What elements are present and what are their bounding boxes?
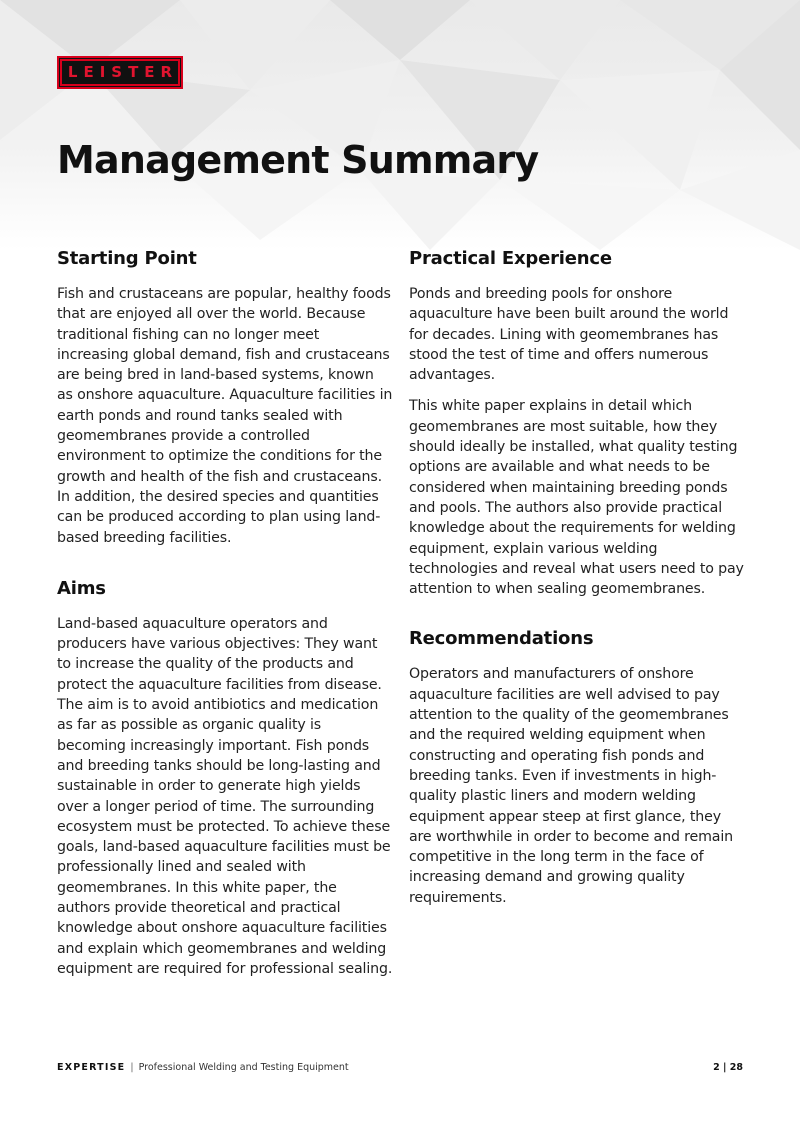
left-column (57, 245, 393, 979)
section-heading-recommendations: Recommendations (409, 628, 594, 650)
page-footer (57, 1062, 743, 1078)
aims-paragraph: Land-based aquaculture operators and producers have various objectives: They want to increase the quality of the products and protect the aquaculture facilities from disease. The aim is to avoid antibiotics and medication as far as possible as organic quality is becoming increasingly important. Fish ponds and breeding tanks should be long-lasting and sustainable in order to generate high yields over a longer period of time. The surrounding ecosystem must be protected. To achieve these goals, land-based aquaculture facilities must be professionally lined and sealed with geomembranes. In this white paper, the authors provide theoretical and practical knowledge about onshore aquaculture facilities and explain which geomembranes and welding equipment are required for professional sealing. (57, 615, 393, 977)
practical-experience-paragraph-1: Ponds and breeding pools for onshore aquaculture have been built around the world for decades. Lining with geomembranes has stood the test of time and offers numerous advantages. (409, 286, 729, 384)
starting-point-paragraph: Fish and crustaceans are popular, healthy foods that are enjoyed all over the world. Because traditional fishing can no longer meet increasing global demand, fish and crustaceans are being bred in land-based systems, known as onshore aquaculture. Aquaculture facilities in earth ponds and round tanks sealed with geomembranes provide a controlled environment to optimize the conditions for the growth and health of the fish and crustaceans. In addition, the desired species and quantities can be produced according to plan using land-based breeding facilities. (57, 286, 393, 546)
footer-separator: | (130, 1062, 134, 1073)
right-column (409, 245, 745, 908)
practical-experience-paragraph-2: This white paper explains in detail which geomembranes are most suitable, how they should ideally be installed, what quality testing options are available and what needs to be considered when maintaining breeding ponds and pools. The authors also provide practical knowledge about the requirements for welding equipment, explain various welding technologies and reveal what users need to pay attention to when sealing geomembranes. (409, 398, 744, 598)
page-number: 2 | 28 (713, 1062, 743, 1073)
geometric-pattern (0, 0, 800, 250)
recommendations-paragraph: Operators and manufacturers of onshore aquaculture facilities are well advised to pay attention to the quality of the geomembranes and the required welding equipment when constructing and operating fish ponds and breeding tanks. Even if investments in high-quality plastic liners and modern welding equipment appear steep at first glance, they are worthwhile in order to become and remain competitive in the long term in the face of increasing demand and growing quality requirements. (409, 666, 733, 906)
section-heading-aims: Aims (57, 577, 106, 599)
header-background (0, 0, 800, 250)
footer-brand: EXPERTISE (57, 1062, 126, 1073)
section-heading-starting-point: Starting Point (57, 248, 197, 269)
footer-subtitle: Professional Welding and Testing Equipment (138, 1062, 349, 1073)
section-heading-practical-experience: Practical Experience (409, 248, 612, 269)
leister-logo (57, 56, 183, 89)
page-title: Management Summary (57, 138, 539, 182)
logo-wordmark: LEISTER (67, 63, 179, 81)
